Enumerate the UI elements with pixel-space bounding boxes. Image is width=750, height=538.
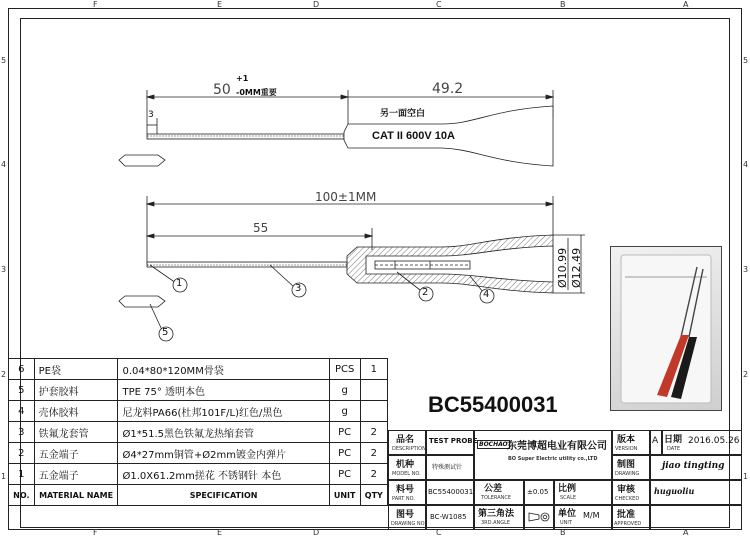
dim-pin-exposed: 55 [253, 221, 269, 235]
zone-top-4: C [436, 0, 442, 9]
company-name-en: BO Super Electric utility co.,LTD [508, 456, 598, 462]
bom-row [9, 443, 388, 464]
tolerance-label-en: TOLERANCE [481, 495, 512, 501]
checked-label: 审核 [617, 485, 636, 495]
bom-spec: 尼龙料PA66(杜邦101F/L)红色/黑色 [118, 401, 329, 422]
bom-row [9, 464, 388, 485]
dim-tip-length: 3 [148, 110, 154, 120]
bom-header-material: MATERIAL NAME [34, 485, 118, 506]
zone-right-1: 5 [743, 56, 749, 65]
balloon-2: 2 [422, 287, 429, 298]
zone-bottom-5: B [560, 528, 566, 537]
bom-unit: PC [329, 443, 360, 464]
zone-bottom-2: E [217, 528, 223, 537]
zone-left-4: 2 [1, 370, 7, 379]
dim-grip-length: 49.2 [432, 81, 464, 97]
zone-right-4: 2 [743, 370, 749, 379]
zone-top-6: A [683, 0, 689, 9]
bom-material: 五金端子 [34, 443, 118, 464]
desc-value: TEST PROBE [429, 437, 478, 445]
bom-no: 6 [9, 359, 35, 380]
bom-header-qty: QTY [360, 485, 387, 506]
probe-pair-image [611, 247, 721, 410]
checked-by: huguoliu [654, 486, 695, 496]
zone-right-5: 1 [743, 472, 749, 481]
checked-label-en: CHECKED [615, 496, 640, 502]
zone-bottom-4: C [436, 528, 442, 537]
bom-spec: TPE 75° 透明本色 [118, 380, 329, 401]
date-value: 2016.05.26 [688, 436, 740, 446]
bom-material: PE袋 [34, 359, 118, 380]
scale-label: 比例 [558, 484, 577, 494]
bom-no: 1 [9, 464, 35, 485]
zone-top-2: E [217, 0, 223, 9]
balloon-3: 3 [295, 283, 302, 294]
zone-top-5: B [560, 0, 566, 9]
version-label-en: VERSION [615, 446, 638, 452]
drawn-by: jiao tingting [662, 461, 725, 471]
drawn-label-en: DRAWING [615, 471, 640, 477]
bom-material: 壳体胶料 [34, 401, 118, 422]
zone-left-3: 3 [1, 265, 7, 274]
zone-top-3: D [313, 0, 320, 9]
part-label: 料号 [396, 485, 415, 495]
model-label: 机种 [396, 460, 415, 470]
dim-total-length: 100±1MM [315, 190, 377, 204]
bom-spec: 0.04*80*120MM骨袋 [118, 359, 329, 380]
angle-label: 第三角法 [478, 509, 515, 519]
zone-bottom-6: A [683, 528, 689, 537]
zone-right-2: 4 [743, 160, 749, 169]
bom-row [9, 380, 388, 401]
bom-no: 3 [9, 422, 35, 443]
version-label: 版本 [617, 435, 636, 445]
bom-no: 2 [9, 443, 35, 464]
bom-spec: Ø1.0X61.2mm搓花 不锈钢针 本色 [118, 464, 329, 485]
zone-bottom-1: F [93, 528, 98, 537]
drawing-label: 图号 [396, 510, 415, 520]
drawing-value: BC-W1085 [430, 513, 467, 521]
unit-value: M/M [583, 511, 600, 520]
section-view [119, 196, 585, 307]
zone-top-1: F [93, 0, 98, 9]
dim-pin-tolerance-top: +1 [236, 74, 249, 83]
bom-row [9, 422, 388, 443]
bom-unit: PC [329, 464, 360, 485]
balloon-5: 5 [162, 327, 169, 338]
balloon-1: 1 [176, 278, 183, 289]
drawn-label: 制图 [617, 460, 636, 470]
date-label: 日期 [664, 435, 683, 445]
model-value: 特殊测试针 [432, 464, 463, 471]
bom-qty [360, 401, 387, 422]
top-view [119, 90, 553, 166]
bom-row [9, 359, 388, 380]
bom-header-spec: SPECIFICATION [118, 485, 329, 506]
bom-header-no: NO. [9, 485, 35, 506]
bom-unit: g [329, 380, 360, 401]
date-label-en: DATE [667, 446, 681, 452]
tolerance-label: 公差 [484, 484, 503, 494]
bom-table [8, 358, 388, 506]
bom-header-unit: UNIT [329, 485, 360, 506]
dim-dia-small: Ø10.99 [556, 247, 569, 288]
back-blank-note: 另一面空白 [380, 109, 426, 119]
bom-no: 5 [9, 380, 35, 401]
company-name-cn: 东莞博超电业有限公司 [507, 441, 607, 452]
bom-qty: 2 [360, 422, 387, 443]
balloon-4: 4 [483, 289, 490, 300]
bom-material: 五金端子 [34, 464, 118, 485]
bom-qty: 1 [360, 359, 387, 380]
part-label-en: PART NO. [392, 496, 415, 502]
zone-bottom-3: D [313, 528, 320, 537]
zone-left-2: 4 [1, 160, 7, 169]
bom-qty: 2 [360, 464, 387, 485]
model-label-en: MODEL NO. [392, 471, 421, 477]
desc-label-en: DESCRIPTION [392, 446, 426, 452]
drawing-label-en: DRAWING NO. [391, 521, 426, 527]
zone-left-5: 1 [1, 472, 7, 481]
bom-unit: PC [329, 422, 360, 443]
part-number-large: BC55400031 [428, 392, 558, 417]
dim-pin-tolerance-bottom: -0MM重要 [236, 88, 277, 97]
unit-label: 单位 [558, 509, 577, 519]
bom-material: 铁氟龙套管 [34, 422, 118, 443]
bom-spec: Ø4*27mm铜管+Ø2mm镀金内弹片 [118, 443, 329, 464]
dim-pin-length: 50 [213, 82, 231, 98]
unit-label-en: UNIT [560, 520, 572, 526]
company-logo: BOCHAO [479, 441, 508, 448]
bom-header-row [9, 485, 388, 506]
bom-qty: 2 [360, 443, 387, 464]
approved-label-en: APPROVED [614, 521, 642, 527]
bom-unit: g [329, 401, 360, 422]
zone-left-1: 5 [1, 56, 7, 65]
approved-label: 批准 [617, 510, 636, 520]
bom-row [9, 401, 388, 422]
tolerance-value: ±0.05 [527, 488, 549, 496]
bom-spec: Ø1*51.5黑色铁氟龙热缩套管 [118, 422, 329, 443]
bom-material: 护套胶料 [34, 380, 118, 401]
zone-right-3: 3 [743, 265, 749, 274]
bom-unit: PCS [329, 359, 360, 380]
third-angle-icon [528, 510, 550, 524]
desc-label: 品名 [396, 435, 415, 445]
part-value: BC55400031 [428, 488, 474, 496]
version-value: A [652, 436, 659, 446]
product-photo [610, 246, 722, 411]
scale-label-en: SCALE [560, 495, 577, 501]
bom-no: 4 [9, 401, 35, 422]
cat-rating-marking: CAT II 600V 10A [372, 130, 455, 142]
angle-label-en: 3RD.ANGLE [481, 520, 511, 526]
dim-dia-large: Ø12.49 [570, 247, 583, 288]
bom-qty [360, 380, 387, 401]
